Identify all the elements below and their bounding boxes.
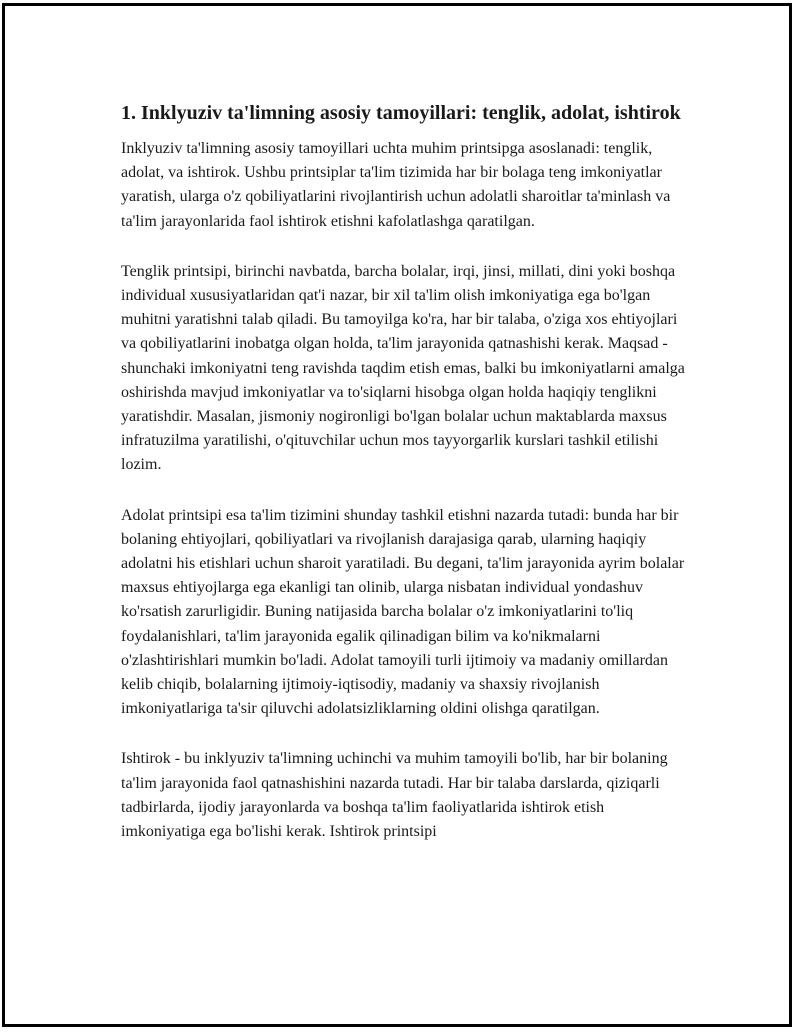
document-body [121, 99, 691, 870]
paragraph-participation: Ishtirok - bu inklyuziv ta'limning uchinchi va muhim tamoyili bo'lib, har bir bolaning ta'lim jarayonida faol qatnashishini nazarda tutadi. Har bir talaba darslarda, qiziqarli tadbirlarda, ijodiy jarayonlarda va boshqa ta'lim faoliyatlarida ishtirok etish imkoniyatiga ega bo'lishi kerak. Ishtirok printsipi [121, 750, 668, 841]
paragraph-intro: Inklyuziv ta'limning asosiy tamoyillari uchta muhim printsipga asoslanadi: tenglik, adolat, va ishtirok. Ushbu printsiplar ta'lim tizimida har bir bolaga teng imkoniyatlar yaratish, ularga o'z qobiliyatlarini rivojlantirish uchun adolatli sharoitlar ta'minlash va ta'lim jarayonlarida faol ishtirok etishni kafolatlashga qaratilgan. [121, 140, 671, 230]
page-frame [2, 3, 792, 1027]
section-heading: 1. Inklyuziv ta'limning asosiy tamoyillari: tenglik, adolat, ishtirok [121, 102, 681, 124]
paragraph-equality: Tenglik printsipi, birinchi navbatda, barcha bolalar, irqi, jinsi, millati, dini yoki boshqa individual xususiyatlaridan qat'i nazar, bir xil ta'lim olish imkoniyatiga ega bo'lgan muhitni yaratishni talab qiladi. Bu tamoyilga ko'ra, har bir talaba, o'ziga xos ehtiyojlari va qobiliyatlarini inobatga olgan holda, ta'lim jarayonida qatnashishi kerak. Maqsad - shunchaki imkoniyatni teng ravishda taqdim etish emas, balki bu imkoniyatlarni amalga oshirishda mavjud imkoniyatlar va to'siqlarni hisobga olgan holda haqiqiy tenglikni yaratishdir. Masalan, jismoniy nogironligi bo'lgan bolalar uchun maktablarda maxsus infratuzilma yaratilishi, o'qituvchilar uchun mos tayyorgarlik kurslari tashkil etilishi lozim. [121, 262, 685, 474]
paragraph-fairness: Adolat printsipi esa ta'lim tizimini shunday tashkil etishni nazarda tutadi: bunda har bir bolaning ehtiyojlari, qobiliyatlari va rivojlanish darajasiga qarab, ularning haqiqiy adolatni his etishlari uchun sharoit yaratiladi. Bu degani, ta'lim jarayonida ayrim bolalar maxsus ehtiyojlarga ega ekanligi tan olinib, ularga nisbatan individual yondashuv ko'rsatish zarurligidir. Buning natijasida barcha bolalar o'z imkoniyatlarini to'liq foydalanishlari, ta'lim jarayonida egalik qilinadigan bilim va ko'nikmalarni o'zlashtirishlari mumkin bo'ladi. Adolat tamoyili turli ijtimoiy va madaniy omillardan kelib chiqib, bolalarning ijtimoiy-iqtisodiy, madaniy va shaxsiy rivojlanish imkoniyatlariga ta'sir qiluvchi adolatsizliklarning oldini olishga qaratilgan. [121, 506, 685, 718]
